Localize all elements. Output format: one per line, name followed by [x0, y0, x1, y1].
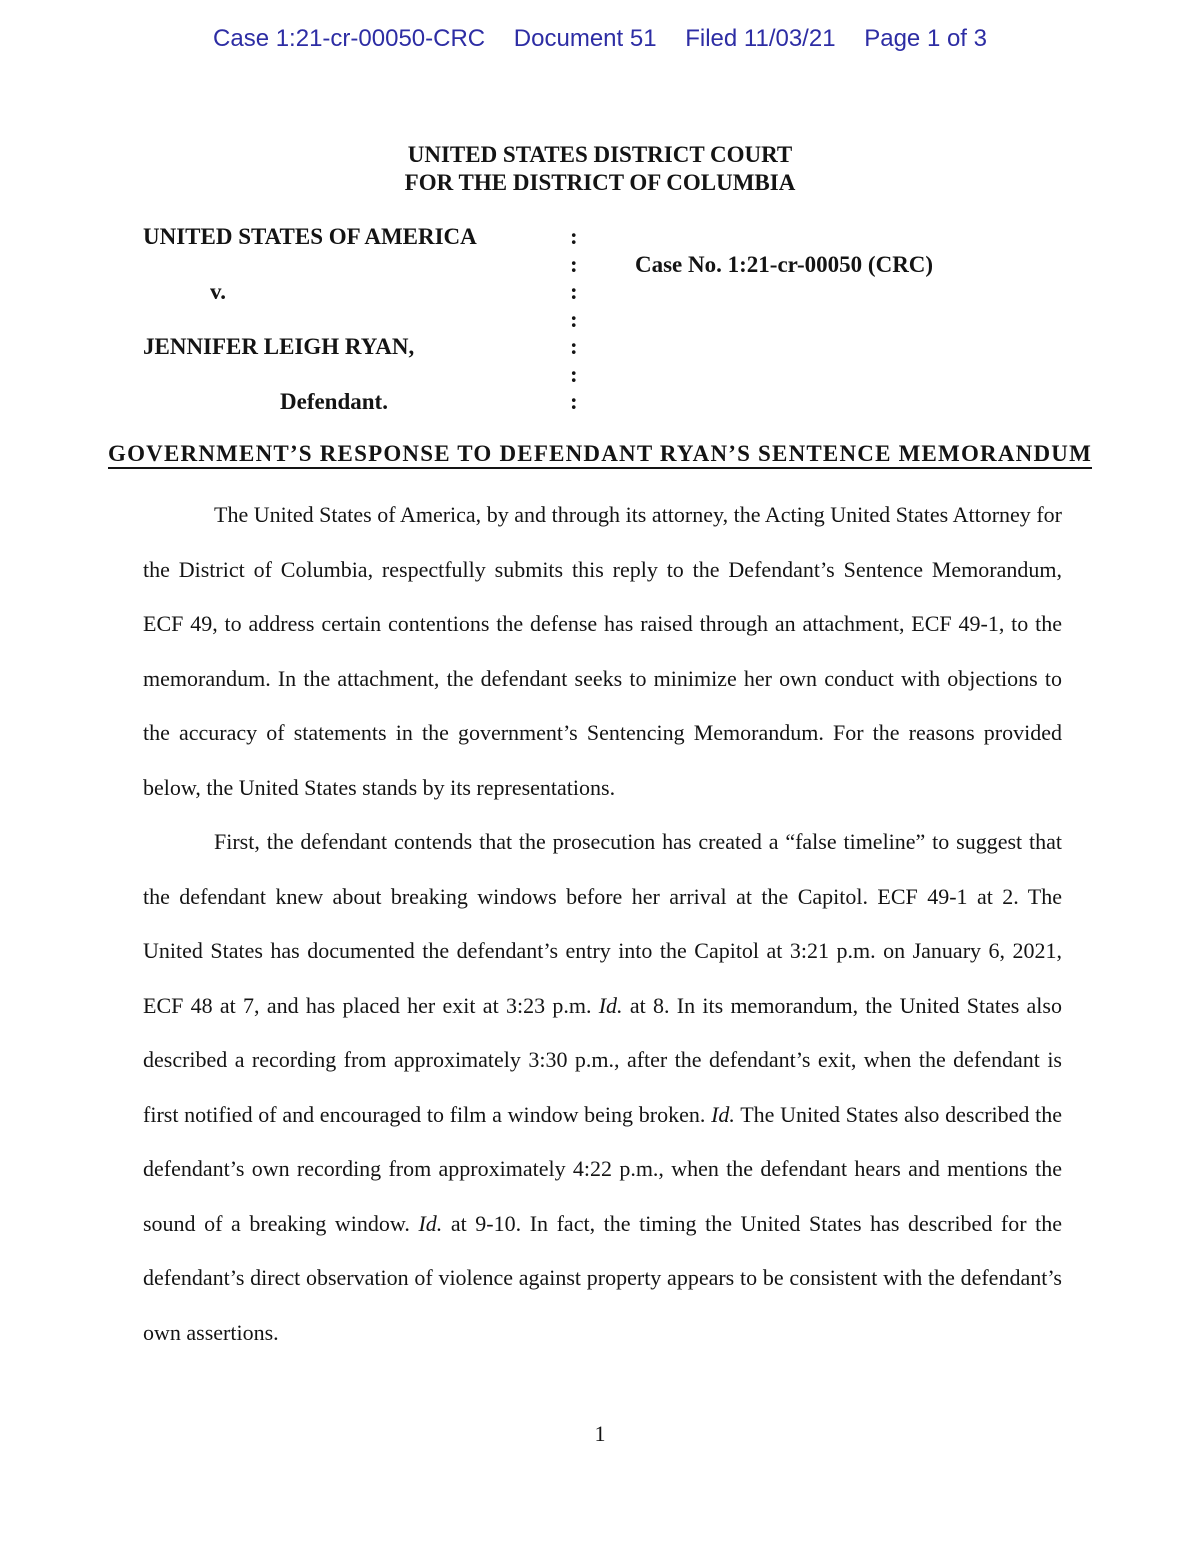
caption-row [143, 333, 1083, 361]
caption-divider-colon: : [570, 306, 578, 332]
citation-id-reference: Id. [711, 1101, 735, 1127]
caption-row [143, 278, 1083, 306]
court-heading [0, 141, 1200, 197]
body-paragraph-2 [143, 815, 1062, 1360]
court-name-line1: UNITED STATES DISTRICT COURT [407, 142, 793, 167]
caption-left-cell [143, 361, 570, 389]
defendant-name: JENNIFER LEIGH RYAN, [143, 334, 415, 359]
body-text-segment: at 9-10. In fact, the timing the United States has described for the defendant’s direct observation of violence against property appears to be consistent with the defendant’s own assertions. [143, 1210, 1062, 1345]
body-text-segment: First, the defendant contends that the prosecution has created a “false timeline” to suggest that the defendant knew about breaking windows before her arrival at the Capitol. ECF 49-1 at 2. The United States has documented the defendant’s entry into the Capitol at 3:21 p.m. on January 6, 2021, ECF 48 at 7, and has placed her exit at 3:23 p.m. [143, 829, 1062, 1018]
defendant-designation: Defendant. [280, 389, 388, 414]
citation-id-reference: Id. [598, 992, 623, 1018]
body-text-segment: at 8. In its memorandum, the United States also described a recording from approximately 3:30 p.m., after the defendant’s exit, when the defendant is first notified of and encouraged to film a window being broken. [143, 992, 1062, 1127]
body-text-segment: The United States also described the defendant’s own recording from approximately 4:22 p.m., when the defendant hears and mentions the sound of a breaking window. [143, 1101, 1062, 1236]
caption-right-cell [635, 223, 1083, 251]
caption-row [143, 223, 1083, 251]
caption-divider-colon: : [570, 279, 578, 304]
caption-right-cell [635, 278, 1083, 306]
caption-left-cell [143, 251, 570, 279]
case-caption [143, 223, 1083, 416]
body-text-segment: The United States of America, by and through its attorney, the Acting United States Attorney for the District of Columbia, respectfully submits this reply to the Defendant’s Sentence Memorandum, ECF 49, to address certain contentions the defense has raised through an attachment, ECF 49-1, to the memorandum. In the attachment, the defendant seeks to minimize her own conduct with objections to the accuracy of statements in the government’s Sentencing Memorandum. For the reasons provided below, the United States stands by its representations. [143, 502, 1062, 800]
page-number: 1 [594, 1421, 606, 1446]
caption-divider-colon: : [570, 251, 578, 277]
caption-left-cell [143, 306, 570, 334]
document-title [0, 441, 1200, 467]
caption-divider-colon: : [570, 389, 578, 414]
memorandum-body [143, 488, 1062, 1360]
caption-right-cell [635, 361, 1083, 389]
caption-divider-colon: : [570, 361, 578, 387]
caption-divider-colon: : [570, 224, 578, 249]
citation-id-reference: Id. [418, 1210, 443, 1236]
caption-row [143, 306, 1083, 334]
versus-label: v. [210, 279, 226, 304]
stamp-case-number: Case 1:21-cr-00050-CRC [213, 25, 486, 52]
caption-row [143, 251, 1083, 279]
caption-right-cell [635, 388, 1083, 416]
case-number: Case No. 1:21-cr-00050 (CRC) [635, 251, 934, 277]
caption-divider-colon: : [570, 334, 578, 359]
plaintiff-name: UNITED STATES OF AMERICA [143, 224, 477, 249]
caption-row [143, 388, 1083, 416]
body-paragraph-1 [143, 488, 1062, 815]
court-name-line2: FOR THE DISTRICT OF COLUMBIA [404, 170, 796, 195]
caption-right-cell [635, 333, 1083, 361]
document-title-text: GOVERNMENT’S RESPONSE TO DEFENDANT RYAN’S SENTENCE MEMORANDUM [108, 441, 1092, 469]
ecf-stamp-header [0, 25, 1200, 53]
caption-row [143, 361, 1083, 389]
stamp-page-count: Page 1 of 3 [864, 25, 987, 52]
stamp-document-number: Document 51 [513, 25, 657, 52]
caption-right-cell [635, 306, 1083, 334]
stamp-filed-date: Filed 11/03/21 [685, 25, 836, 52]
